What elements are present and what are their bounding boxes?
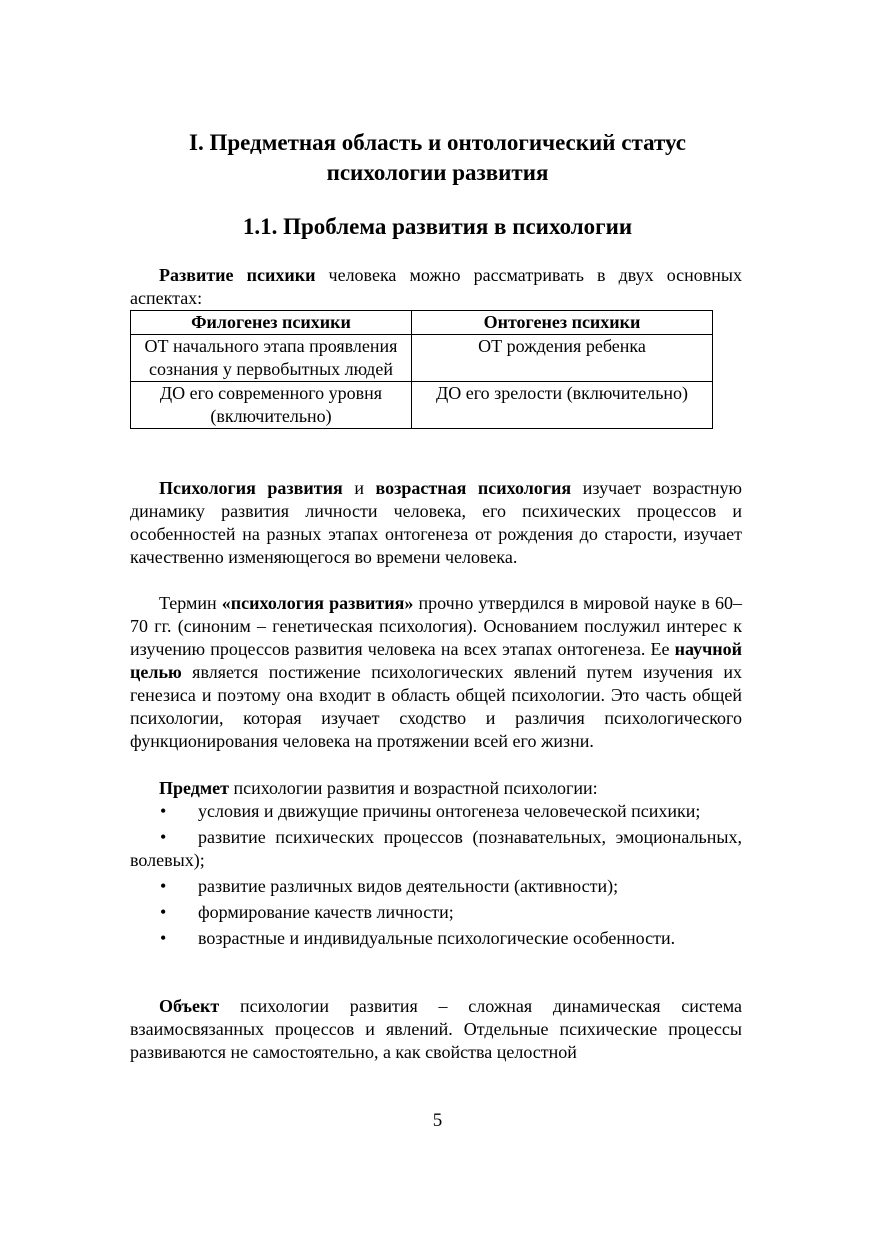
- table-cell: ДО его зрелости (включительно): [412, 382, 713, 429]
- table-cell: ДО его современного уровня (включительно): [131, 382, 412, 429]
- chapter-title: [120, 128, 755, 188]
- subject-bullet-list: [130, 800, 742, 953]
- list-item: • развитие психических процессов (познавательных, эмоциональных, волевых);: [130, 827, 742, 870]
- paragraph-term-history: Термин «психология развития» прочно утвердился в мировой науке в 60–70 гг. (синоним – генетическая психология). Основанием послужил интерес к изучению процессов развития человека на всех этапах онтогенеза. Ее научной целью является постижение психологических явлений путем изучения их генезиса и поэтому она входит в область общей психологии. Это часть общей психологии, которая изучает сходство и различия психологического функционирования человека на протяжении всей его жизни.: [130, 593, 742, 751]
- bullet-icon: •: [160, 902, 167, 922]
- chapter-title-line-1: I. Предметная область и онтологический статус: [189, 130, 686, 155]
- table-header-row: [131, 311, 713, 335]
- bullet-icon: •: [160, 876, 167, 896]
- list-item: • условия и движущие причины онтогенеза человеческой психики;: [160, 801, 701, 821]
- table-row: [131, 382, 713, 429]
- phylogenesis-ontogenesis-table: [130, 310, 713, 429]
- paragraph-object: Объект психологии развития – сложная динамическая система взаимосвязанных процессов и явлений. Отдельные психические процессы развиваются не самостоятельно, а как свойства целостной: [130, 996, 742, 1062]
- table-cell: ОТ рождения ребенка: [412, 335, 713, 382]
- list-item: • возрастные и индивидуальные психологические особенности.: [160, 928, 676, 948]
- list-item: • развитие различных видов деятельности (активности);: [160, 876, 619, 896]
- table-header-cell: Филогенез психики: [131, 311, 412, 335]
- table-row: [131, 335, 713, 382]
- paragraph-developmental-psychology: Психология развития и возрастная психология изучает возрастную динамику развития личности человека, его психических процессов и особенностей на разных этапах онтогенеза от рождения до старости, изучает качественно изменяющегося во времени человека.: [130, 478, 742, 567]
- intro-term: Развитие психики: [159, 265, 316, 285]
- paragraph-subject: Предмет психологии развития и возрастной психологии:: [159, 778, 598, 798]
- list-item: • формирование качеств личности;: [160, 902, 454, 922]
- intro-paragraph: Развитие психики человека можно рассматривать в двух основных аспектах:: [130, 265, 742, 308]
- table-cell: ОТ начального этапа проявления сознания у первобытных людей: [131, 335, 412, 382]
- chapter-title-line-2: психологии развития: [326, 160, 549, 185]
- section-title: 1.1. Проблема развития в психологии: [242, 214, 633, 239]
- bullet-icon: •: [160, 827, 167, 847]
- bullet-icon: •: [160, 801, 167, 821]
- table-header-cell: Онтогенез психики: [412, 311, 713, 335]
- bullet-icon: •: [160, 928, 167, 948]
- page-number: 5: [432, 1110, 443, 1131]
